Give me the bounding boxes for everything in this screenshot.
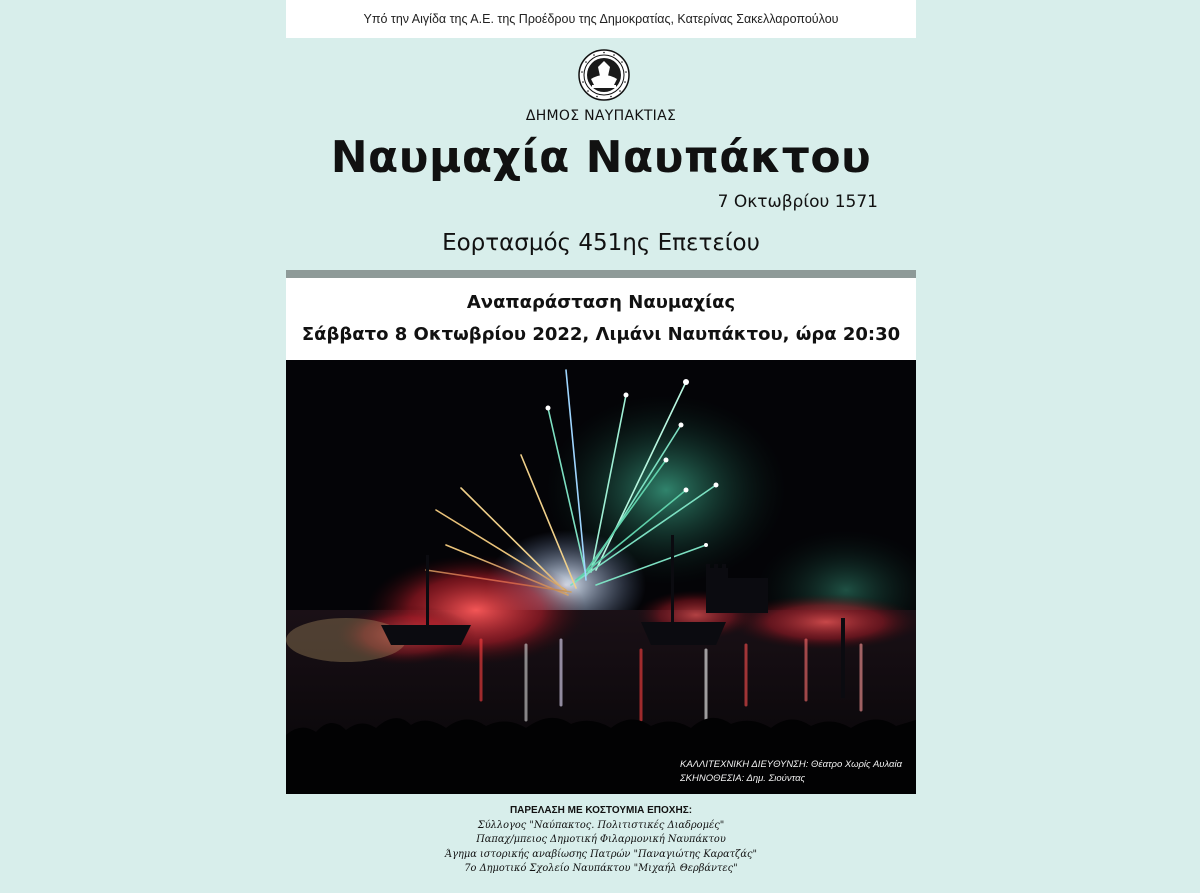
list-item: Σύλλογος "Ναύπακτος. Πολιτιστικές Διαδρομές" [477, 819, 725, 831]
photo-credits [680, 758, 902, 786]
page-title: Ναυμαχία Ναυπάκτου [330, 132, 872, 183]
list-item: 7ο Δημοτικό Σχολείο Ναυπάκτου "Μιχαήλ Θερβάντες" [464, 863, 738, 874]
anniversary-subtitle: Εορτασμός 451ης Επετείου [442, 230, 760, 256]
parade-heading: ΠΑΡΕΛΑΣΗ ΜΕ ΚΟΣΤΟΥΜΙΑ ΕΠΟΧΗΣ: [509, 805, 693, 816]
municipality-name: ΔΗΜΟΣ ΝΑΥΠΑΚΤΙΑΣ [525, 108, 677, 124]
battle-date: 7 Οκτωβρίου 1571 [717, 192, 878, 212]
credit-stage-direction: ΣΚΗΝΟΘΕΣΙΑ: Δημ. Σιούντας [679, 773, 806, 784]
photo-illustration [286, 360, 916, 794]
list-item: Άγημα ιστορικής αναβίωσης Πατρών "Παναγιώτης Καρατζάς" [445, 848, 757, 860]
municipality-seal-icon [578, 49, 630, 101]
fireworks-over-harbor-photo [286, 360, 916, 794]
list-item: Παπαχ/μπειος Δημοτική Φιλαρμονική Ναυπάκτου [476, 834, 726, 845]
event-details: Σάββατο 8 Οκτωβρίου 2022, Λιμάνι Ναυπάκτου, ώρα 20:30 [301, 324, 901, 345]
event-title: Αναπαράσταση Ναυμαχίας [466, 292, 736, 313]
event-box [286, 278, 916, 360]
patronage-text: Υπό την Αιγίδα της Α.Ε. της Προέδρου της Δημοκρατίας, Κατερίνας Σακελλαροπούλου [363, 12, 839, 26]
parade-section [286, 804, 916, 877]
credit-artistic-direction: ΚΑΛΛΙΤΕΧΝΙΚΗ ΔΙΕΥΘΥΝΣΗ: Θέατρο Χωρίς Αυλαία [679, 759, 902, 770]
divider [286, 270, 916, 278]
poster [286, 0, 916, 893]
patronage-banner [286, 0, 916, 38]
